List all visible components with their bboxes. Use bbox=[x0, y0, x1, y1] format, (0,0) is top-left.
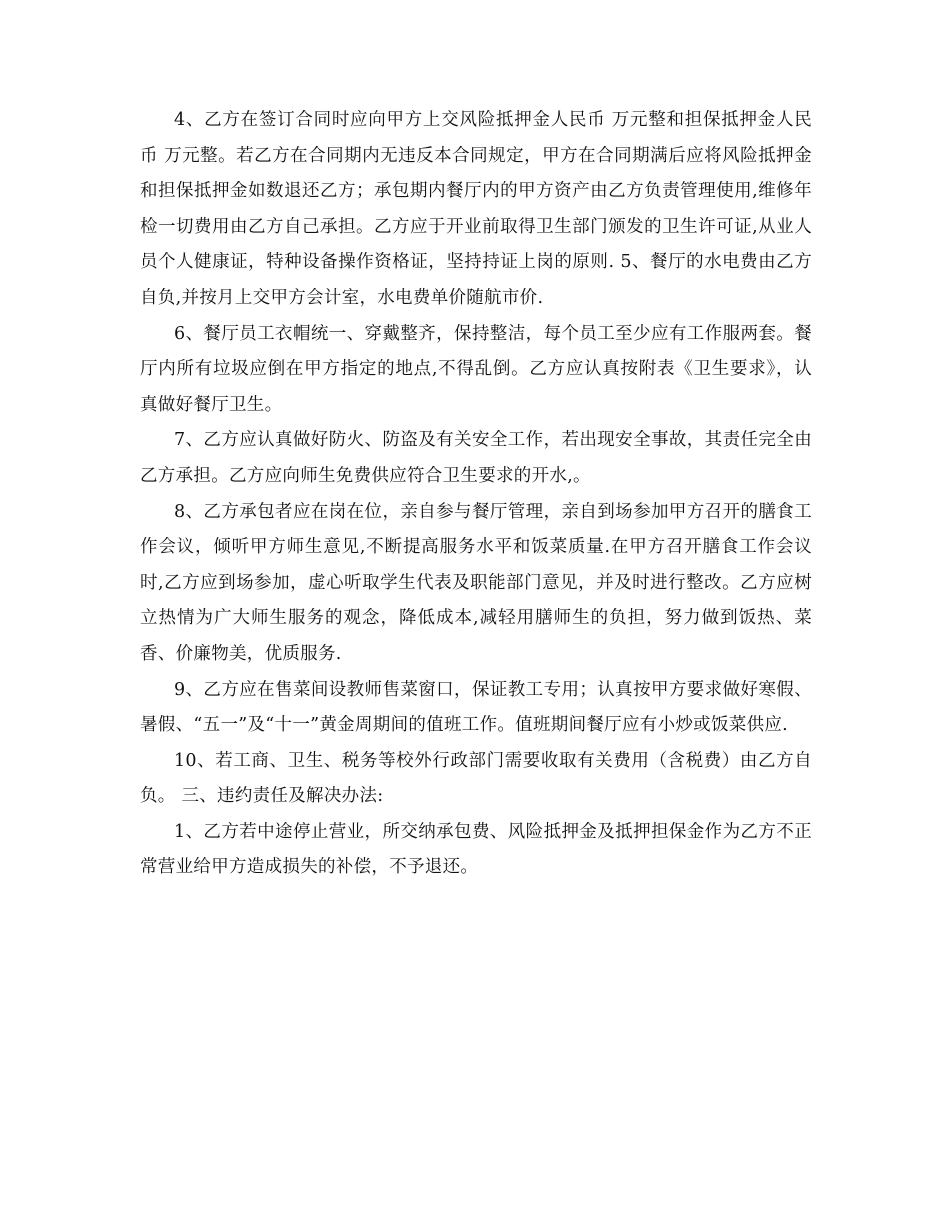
paragraph-breach-clause: 1、乙方若中途停止营业，所交纳承包费、风险抵押金及抵押担保金作为乙方不正常营业给甲方造成损失的补偿，不予退还。 bbox=[140, 821, 812, 878]
paragraph-management-clause: 8、乙方承包者应在岗在位，亲自参与餐厅管理，亲自到场参加甲方召开的膳食工作会议，倾听甲方师生意见,不断提高服务水平和饭菜质量.在甲方召开膳食工作会议时,乙方应到场参加，虚心听取学生代表及职能部门意见，并及时进行整改。乙方应树立热情为广大师生服务的观念，降低成本,减轻用膳师生的负担，努力做到饭热、菜香、价廉物美，优质服务. bbox=[140, 501, 812, 664]
paragraph-fees-clause: 10、若工商、卫生、税务等校外行政部门需要收取有关费用（含税费）由乙方自负。 三、违约责任及解决办法: bbox=[140, 750, 812, 807]
document-page bbox=[140, 103, 812, 886]
paragraph-deposit-clause: 4、乙方在签订合同时应向甲方上交风险抵押金人民币 万元整和担保抵押金人民币 万元整。若乙方在合同期内无违反本合同规定，甲方在合同期满后应将风险抵押金和担保抵押金如数退还乙方；承包期内餐厅内的甲方资产由乙方负责管理使用,维修年检一切费用由乙方自己承担。乙方应于开业前取得卫生部门颁发的卫生许可证,从业人员个人健康证，特种设备操作资格证，坚持持证上岗的原则. 5、餐厅的水电费由乙方自负,并按月上交甲方会计室，水电费单价随航市价. bbox=[140, 110, 812, 308]
paragraph-safety-clause: 7、乙方应认真做好防火、防盗及有关安全工作，若出现安全事故，其责任完全由乙方承担。乙方应向师生免费供应符合卫生要求的开水,。 bbox=[140, 430, 812, 486]
paragraph-uniform-clause: 6、餐厅员工衣帽统一、穿戴整齐，保持整洁，每个员工至少应有工作服两套。餐厅内所有垃圾应倒在甲方指定的地点,不得乱倒。乙方应认真按附表《卫生要求》，认真做好餐厅卫生。 bbox=[140, 323, 812, 415]
paragraph-teacher-window-clause: 9、乙方应在售菜间设教师售菜窗口，保证教工专用；认真按甲方要求做好寒假、暑假、“五一”及“十一”黄金周期间的值班工作。值班期间餐厅应有小炒或饭菜供应. bbox=[140, 679, 812, 736]
